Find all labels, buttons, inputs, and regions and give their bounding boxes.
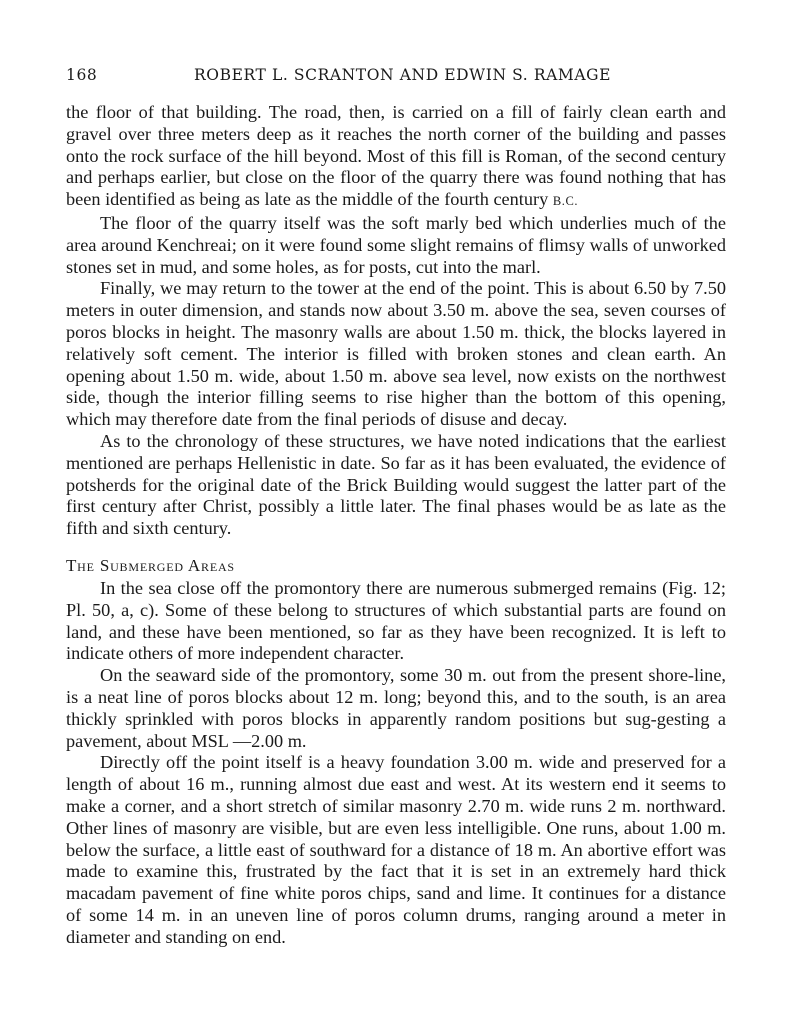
page-number: 168 [66,66,98,84]
page [66,66,726,948]
paragraph: Finally, we may return to the tower at the end of the point. This is about 6.50 by 7.50 meters in outer dimension, and stands now about 3.50 m. above the sea, seven courses of poros blocks in height. The masonry walls are about 1.50 m. thick, the blocks layered in relatively soft cement. The interior is filled with broken stones and clean earth. An opening about 1.50 m. wide, about 1.50 m. above sea level, now exists on the northwest side, though the interior filling seems to rise higher than the bottom of this opening, which may therefore date from the final periods of disuse and decay. [66,278,726,430]
paragraph-text: the floor of that building. The road, then, is carried on a fill of fairly clean earth and gravel over three meters deep as it reaches the north corner of the building and passes onto the rock surface of the hill beyond. Most of this fill is Roman, of the second century and perhaps earlier, but close on the floor of the quarry there was found nothing that has been identified as being as late as the middle of the fourth century [66,102,726,210]
body-text [66,102,726,948]
paragraph: On the seaward side of the promontory, some 30 m. out from the present shore-line, is a neat line of poros blocks about 12 m. long; beyond this, and to the south, is an area thickly sprinkled with poros blocks in apparently random positions but sug-gesting a pavement, about MSL —2.00 m. [66,665,726,751]
paragraph: As to the chronology of these structures, we have noted indications that the earliest mentioned are perhaps Hellenistic in date. So far as it has been evaluated, the evidence of potsherds for the original date of the Brick Building would suggest the latter part of the first century after Christ, possibly a little later. The final phases would be as late as the fifth and sixth century. [66,430,726,539]
running-head-authors: ROBERT L. SCRANTON AND EDWIN S. RAMAGE [194,66,612,84]
era-abbreviation: B.C. [552,194,579,209]
paragraph: In the sea close off the promontory there are numerous submerged remains (Fig. 12; Pl. 50, a, c). Some of these belong to structures of which substantial parts are found on land, and these have been mentioned, so far as they have been recognized. It is left to indicate others of more independent character. [66,577,726,664]
paragraph: The floor of the quarry itself was the soft marly bed which underlies much of the area around Kenchreai; on it were found some slight remains of flimsy walls of unworked stones set in mud, and some holes, as for posts, cut into the marl. [66,212,726,277]
paragraph [66,102,726,213]
paragraph: Directly off the point itself is a heavy foundation 3.00 m. wide and preserved for a length of about 16 m., running almost due east and west. At its western end it seems to make a corner, and a short stretch of similar masonry 2.70 m. wide runs 2 m. northward. Other lines of masonry are visible, but are even less intelligible. One runs, about 1.00 m. below the surface, a little east of southward for a distance of 18 m. An abortive effort was made to examine this, frustrated by the fact that it is set in an extremely hard thick macadam pavement of fine white poros chips, sand and lime. It continues for a distance of some 14 m. in an uneven line of poros column drums, ranging around a meter in diameter and standing on end. [66,752,726,947]
running-head [66,66,726,92]
section-heading: The Submerged Areas [66,555,235,575]
